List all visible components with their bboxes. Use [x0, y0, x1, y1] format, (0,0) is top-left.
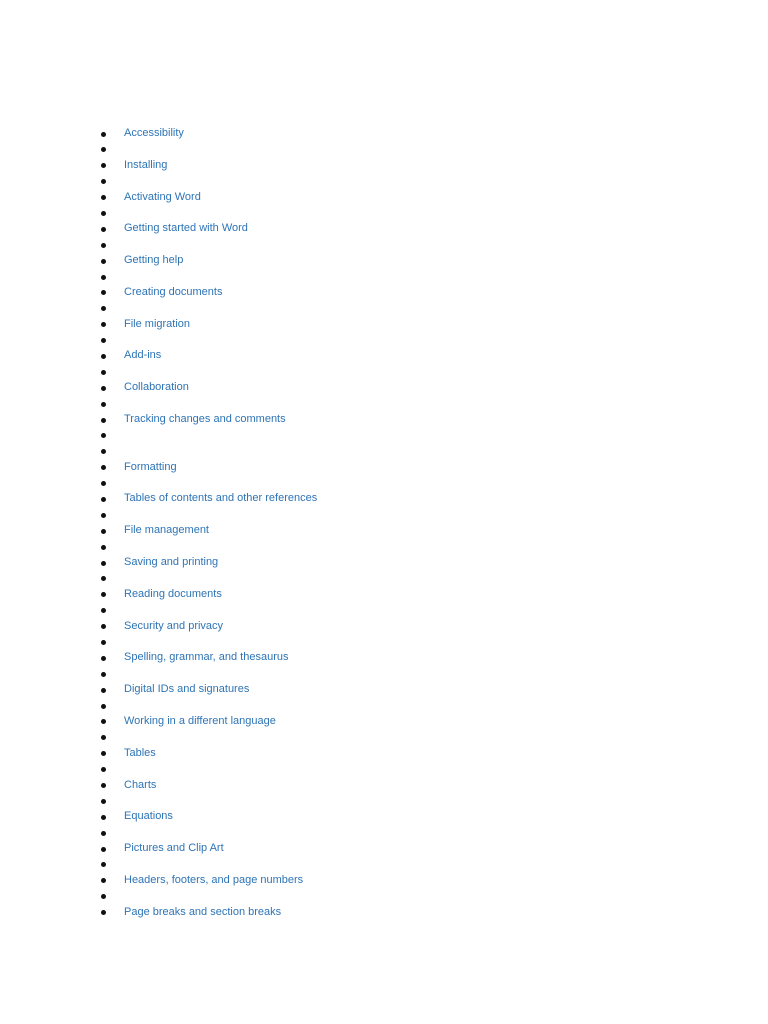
bullet-icon	[101, 465, 106, 470]
topic-link[interactable]: Formatting	[124, 460, 177, 473]
empty-list-item	[98, 666, 658, 682]
topic-link[interactable]: Working in a different language	[124, 714, 276, 727]
empty-list-item	[98, 571, 658, 587]
list-item	[98, 682, 658, 698]
bullet-icon	[101, 529, 106, 534]
bullet-icon	[101, 259, 106, 264]
list-item	[98, 126, 658, 142]
bullet-icon	[101, 608, 106, 613]
bullet-icon	[101, 481, 106, 486]
list-item	[98, 587, 658, 603]
bullet-icon	[101, 624, 106, 629]
topic-link[interactable]: Charts	[124, 778, 157, 791]
bullet-icon	[101, 592, 106, 597]
list-item	[98, 491, 658, 507]
list-item	[98, 905, 658, 921]
list-item	[98, 317, 658, 333]
topic-link[interactable]: Installing	[124, 158, 168, 171]
topic-link[interactable]: File management	[124, 524, 209, 537]
bullet-icon	[101, 132, 106, 137]
topic-link[interactable]: Collaboration	[124, 381, 189, 394]
bullet-icon	[101, 910, 106, 915]
topic-list	[98, 126, 658, 921]
topic-link[interactable]: Tracking changes and comments	[124, 413, 286, 426]
bullet-icon	[101, 418, 106, 423]
bullet-icon	[101, 719, 106, 724]
bullet-icon	[101, 386, 106, 391]
list-item	[98, 348, 658, 364]
topic-link[interactable]: Pictures and Clip Art	[124, 842, 224, 855]
topic-link[interactable]: Spelling, grammar, and thesaurus	[124, 651, 289, 664]
empty-list-item	[98, 364, 658, 380]
bullet-icon	[101, 815, 106, 820]
bullet-icon	[101, 862, 106, 867]
topic-link[interactable]: Reading documents	[124, 587, 222, 600]
empty-list-item	[98, 603, 658, 619]
empty-list-item	[98, 635, 658, 651]
topic-link[interactable]: Activating Word	[124, 190, 201, 203]
topic-link[interactable]: Accessibility	[124, 127, 184, 139]
topic-link[interactable]: Tables of contents and other references	[124, 492, 318, 505]
empty-list-item	[98, 205, 658, 221]
empty-list-item	[98, 444, 658, 460]
bullet-icon	[101, 751, 106, 756]
list-item	[98, 555, 658, 571]
bullet-icon	[101, 735, 106, 740]
empty-list-item	[98, 730, 658, 746]
list-item	[98, 221, 658, 237]
list-item	[98, 523, 658, 539]
bullet-icon	[101, 561, 106, 566]
bullet-icon	[101, 767, 106, 772]
bullet-icon	[101, 672, 106, 677]
empty-list-item	[98, 762, 658, 778]
bullet-icon	[101, 513, 106, 518]
bullet-icon	[101, 878, 106, 883]
list-item	[98, 460, 658, 476]
list-item	[98, 714, 658, 730]
empty-list-item	[98, 301, 658, 317]
empty-list-item	[98, 539, 658, 555]
empty-list-item	[98, 857, 658, 873]
bullet-icon	[101, 147, 106, 152]
bullet-icon	[101, 433, 106, 438]
list-item	[98, 412, 658, 428]
topic-link[interactable]: Security and privacy	[124, 619, 224, 632]
bullet-icon	[101, 656, 106, 661]
list-item	[98, 190, 658, 206]
list-item	[98, 650, 658, 666]
empty-list-item	[98, 698, 658, 714]
bullet-icon	[101, 831, 106, 836]
bullet-icon	[101, 290, 106, 295]
topic-link[interactable]: Getting started with Word	[124, 222, 248, 235]
list-item	[98, 285, 658, 301]
bullet-icon	[101, 402, 106, 407]
bullet-icon	[101, 163, 106, 168]
empty-list-item	[98, 507, 658, 523]
empty-list-item	[98, 174, 658, 190]
topic-link[interactable]: Tables	[124, 746, 156, 759]
list-item	[98, 380, 658, 396]
topic-link[interactable]: Saving and printing	[124, 556, 219, 569]
bullet-icon	[101, 545, 106, 550]
empty-list-item	[98, 825, 658, 841]
bullet-icon	[101, 306, 106, 311]
bullet-icon	[101, 211, 106, 216]
bullet-icon	[101, 179, 106, 184]
bullet-icon	[101, 799, 106, 804]
empty-list-item	[98, 333, 658, 349]
topic-link[interactable]: Page breaks and section breaks	[124, 905, 282, 918]
bullet-icon	[101, 576, 106, 581]
bullet-icon	[101, 783, 106, 788]
topic-link[interactable]: Headers, footers, and page numbers	[124, 873, 304, 886]
list-item	[98, 778, 658, 794]
bullet-icon	[101, 449, 106, 454]
empty-list-item	[98, 237, 658, 253]
empty-list-item	[98, 476, 658, 492]
list-item	[98, 158, 658, 174]
bullet-icon	[101, 227, 106, 232]
bullet-icon	[101, 497, 106, 502]
bullet-icon	[101, 275, 106, 280]
empty-list-item	[98, 269, 658, 285]
bullet-icon	[101, 704, 106, 709]
empty-list-item	[98, 889, 658, 905]
list-item	[98, 253, 658, 269]
empty-list-item	[98, 396, 658, 412]
list-item	[98, 746, 658, 762]
bullet-icon	[101, 195, 106, 200]
topic-link[interactable]: Digital IDs and signatures	[124, 683, 250, 696]
topic-link[interactable]: Creating documents	[124, 285, 223, 298]
bullet-icon	[101, 894, 106, 899]
bullet-icon	[101, 243, 106, 248]
list-item	[98, 873, 658, 889]
bullet-icon	[101, 688, 106, 693]
topic-link[interactable]: Add-ins	[124, 349, 162, 362]
bullet-icon	[101, 338, 106, 343]
list-item	[98, 809, 658, 825]
bullet-icon	[101, 322, 106, 327]
empty-list-item	[98, 428, 658, 444]
topic-link[interactable]: Equations	[124, 810, 173, 823]
list-item	[98, 619, 658, 635]
bullet-icon	[101, 370, 106, 375]
bullet-icon	[101, 640, 106, 645]
empty-list-item	[98, 142, 658, 158]
bullet-icon	[101, 847, 106, 852]
empty-list-item	[98, 793, 658, 809]
topic-link[interactable]: Getting help	[124, 254, 184, 267]
bullet-icon	[101, 354, 106, 359]
list-item	[98, 841, 658, 857]
topic-link[interactable]: File migration	[124, 317, 191, 330]
